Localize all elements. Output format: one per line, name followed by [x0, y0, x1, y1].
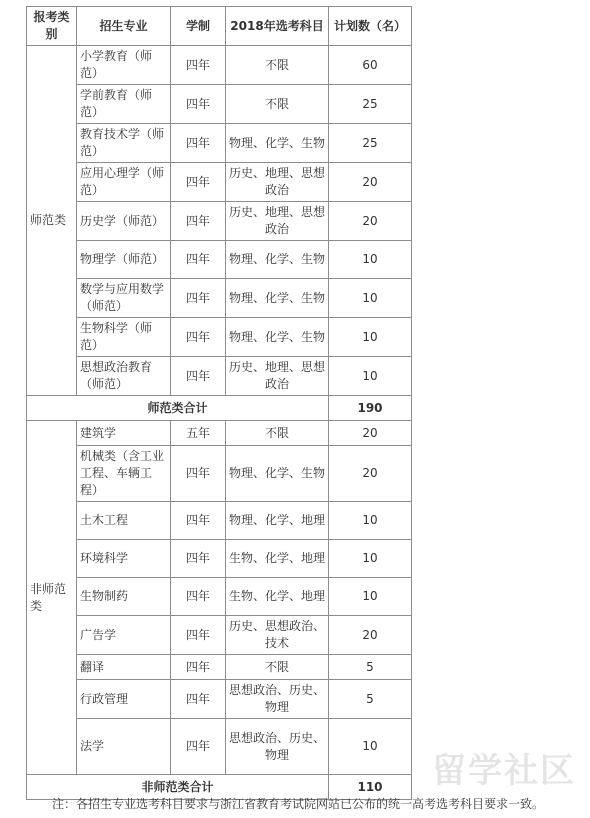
- major-cell: 建筑学: [77, 421, 171, 446]
- nonnormal-total-value: 110: [329, 775, 412, 800]
- major-cell: 应用心理学（师范）: [77, 163, 171, 202]
- normal-total-label: 师范类合计: [27, 396, 329, 421]
- years-cell: 四年: [171, 357, 226, 396]
- major-cell: 小学教育（师范）: [77, 46, 171, 85]
- table-row: [27, 680, 412, 719]
- subjects-cell: 生物、化学、地理: [226, 578, 329, 616]
- nonnormal-total-label: 非师范类合计: [27, 775, 329, 800]
- table-row: [27, 124, 412, 163]
- years-cell: 四年: [171, 655, 226, 680]
- table-row: [27, 446, 412, 502]
- plan-cell: 60: [329, 46, 412, 85]
- years-cell: 四年: [171, 502, 226, 540]
- plan-cell: 10: [329, 719, 412, 775]
- plan-cell: 10: [329, 241, 412, 279]
- table-row: [27, 241, 412, 279]
- header-category: 报考类别: [27, 7, 77, 46]
- years-cell: 四年: [171, 124, 226, 163]
- subjects-cell: 物理、化学、生物: [226, 241, 329, 279]
- table-row: [27, 540, 412, 578]
- subjects-cell: 物理、化学、生物: [226, 124, 329, 163]
- plan-cell: 20: [329, 202, 412, 241]
- subjects-cell: 生物、化学、地理: [226, 540, 329, 578]
- years-cell: 四年: [171, 46, 226, 85]
- table-row: [27, 357, 412, 396]
- years-cell: 四年: [171, 616, 226, 655]
- table-row: [27, 318, 412, 357]
- table-row: [27, 502, 412, 540]
- major-cell: 行政管理: [77, 680, 171, 719]
- subjects-cell: 历史、地理、思想政治: [226, 163, 329, 202]
- table-row: [27, 421, 412, 446]
- category-normal: 师范类: [27, 46, 77, 396]
- major-cell: 机械类（含工业工程、车辆工程）: [77, 446, 171, 502]
- years-cell: 五年: [171, 421, 226, 446]
- subjects-cell: 思想政治、历史、物理: [226, 680, 329, 719]
- subjects-cell: 不限: [226, 421, 329, 446]
- subjects-cell: 历史、地理、思想政治: [226, 202, 329, 241]
- table-row: [27, 85, 412, 124]
- major-cell: 历史学（师范）: [77, 202, 171, 241]
- header-plan: 计划数（名）: [329, 7, 412, 46]
- years-cell: 四年: [171, 163, 226, 202]
- plan-cell: 20: [329, 446, 412, 502]
- subjects-cell: 历史、地理、思想政治: [226, 357, 329, 396]
- table-row: [27, 202, 412, 241]
- years-cell: 四年: [171, 241, 226, 279]
- table-row: [27, 46, 412, 85]
- subjects-cell: 物理、化学、生物: [226, 446, 329, 502]
- subjects-cell: 物理、化学、生物: [226, 318, 329, 357]
- plan-cell: 10: [329, 357, 412, 396]
- nonnormal-section: [27, 421, 412, 800]
- table-row: [27, 616, 412, 655]
- plan-cell: 20: [329, 163, 412, 202]
- footnote: 注：各招生专业选考科目要求与浙江省教育考试院网站已公布的统一高考选考科目要求一致。: [52, 797, 545, 811]
- years-cell: 四年: [171, 719, 226, 775]
- major-cell: 学前教育（师范）: [77, 85, 171, 124]
- plan-cell: 10: [329, 502, 412, 540]
- major-cell: 数学与应用数学（师范）: [77, 279, 171, 318]
- major-cell: 土木工程: [77, 502, 171, 540]
- plan-cell: 25: [329, 85, 412, 124]
- years-cell: 四年: [171, 578, 226, 616]
- years-cell: 四年: [171, 279, 226, 318]
- subjects-cell: 历史、思想政治、技术: [226, 616, 329, 655]
- major-cell: 教育技术学（师范）: [77, 124, 171, 163]
- table-row: [27, 655, 412, 680]
- major-cell: 广告学: [77, 616, 171, 655]
- plan-cell: 5: [329, 655, 412, 680]
- years-cell: 四年: [171, 446, 226, 502]
- plan-cell: 10: [329, 578, 412, 616]
- normal-total-row: [27, 396, 412, 421]
- major-cell: 生物科学（师范）: [77, 318, 171, 357]
- subjects-cell: 思想政治、历史、物理: [226, 719, 329, 775]
- subjects-cell: 物理、化学、地理: [226, 502, 329, 540]
- watermark-logo: 留学社区: [432, 751, 576, 791]
- years-cell: 四年: [171, 202, 226, 241]
- subjects-cell: 不限: [226, 85, 329, 124]
- major-cell: 法学: [77, 719, 171, 775]
- years-cell: 四年: [171, 85, 226, 124]
- subjects-cell: 物理、化学、生物: [226, 279, 329, 318]
- table-row: [27, 279, 412, 318]
- normal-section: [27, 46, 412, 421]
- header-years: 学制: [171, 7, 226, 46]
- header-major: 招生专业: [77, 7, 171, 46]
- table-row: [27, 719, 412, 775]
- years-cell: 四年: [171, 318, 226, 357]
- plan-cell: 5: [329, 680, 412, 719]
- table-row: [27, 163, 412, 202]
- years-cell: 四年: [171, 540, 226, 578]
- major-cell: 环境科学: [77, 540, 171, 578]
- subjects-cell: 不限: [226, 46, 329, 85]
- category-nonnormal: 非师范类: [27, 421, 77, 775]
- enrollment-table: [26, 6, 412, 800]
- major-cell: 物理学（师范）: [77, 241, 171, 279]
- major-cell: 翻译: [77, 655, 171, 680]
- plan-cell: 20: [329, 616, 412, 655]
- plan-cell: 25: [329, 124, 412, 163]
- plan-cell: 10: [329, 318, 412, 357]
- years-cell: 四年: [171, 680, 226, 719]
- plan-cell: 20: [329, 421, 412, 446]
- plan-cell: 10: [329, 540, 412, 578]
- table-row: [27, 578, 412, 616]
- subjects-cell: 不限: [226, 655, 329, 680]
- major-cell: 思想政治教育（师范）: [77, 357, 171, 396]
- header-row: [27, 7, 412, 46]
- major-cell: 生物制药: [77, 578, 171, 616]
- plan-cell: 10: [329, 279, 412, 318]
- normal-total-value: 190: [329, 396, 412, 421]
- header-subjects: 2018年选考科目: [226, 7, 329, 46]
